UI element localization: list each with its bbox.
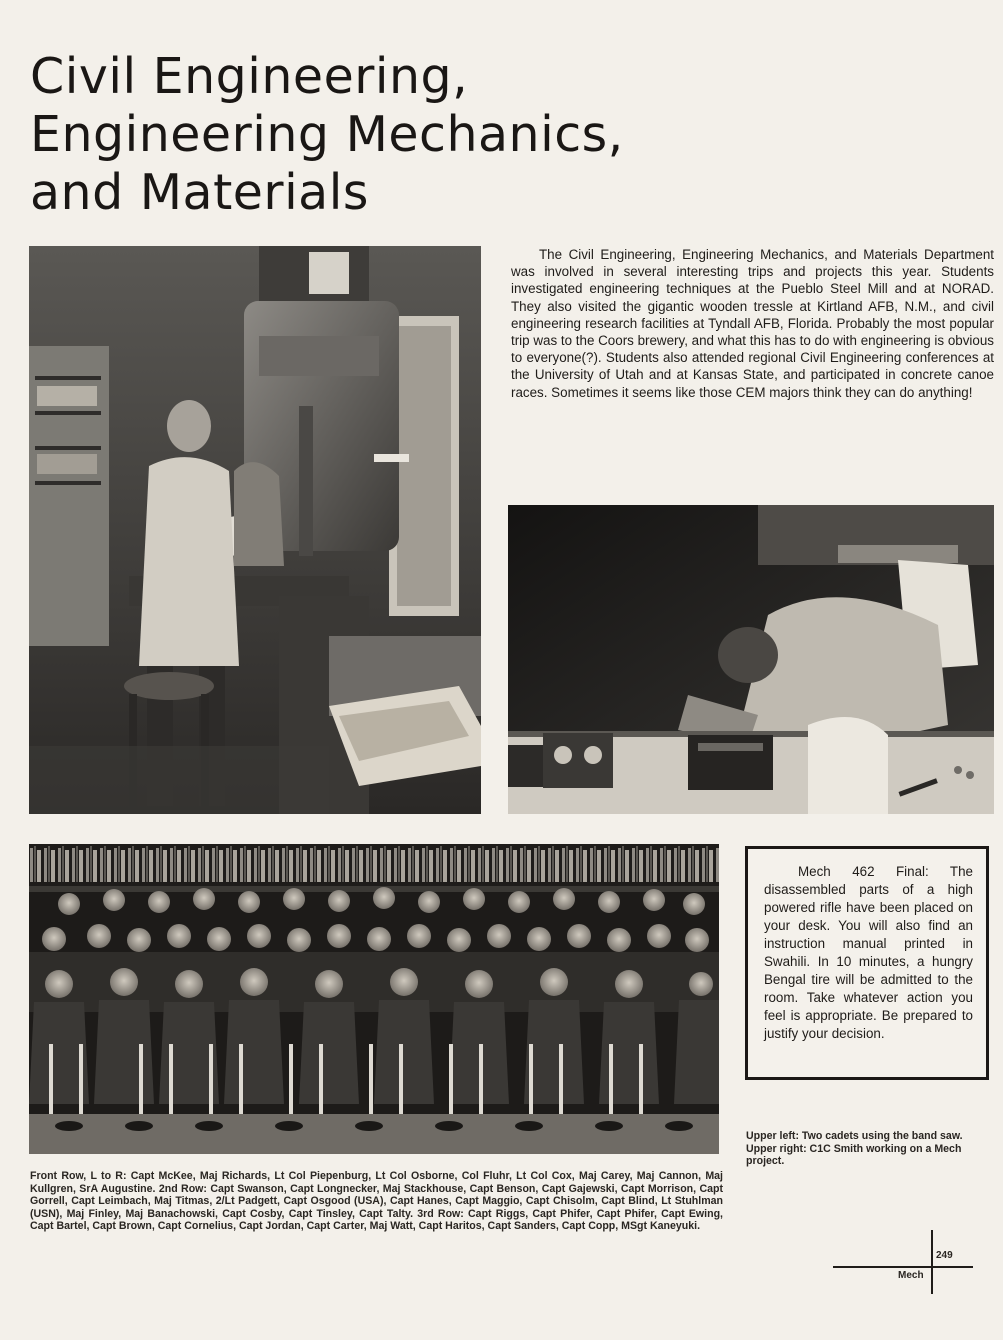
group-photo-caption: Front Row, L to R: Capt McKee, Maj Richards, Lt Col Piepenburg, Lt Col Osborne, Col Fluhr, Lt Col Cox, Maj Carey, Maj Cannon, Maj Kullgren, SrA Augustine. 2nd Row: Capt Swanson, Capt Longnecker, Maj Stackhouse, Capt Benson, Capt Gajewski, Capt Morrison, Capt Gorrell, Capt Leimbach, Maj Titmas, 2/Lt Padgett, Capt Osgood (USA), Capt Hanes, Capt Maggio, Capt Chisolm, Capt Blind, Lt Stuhlman (USN), Maj Finley, Maj Banachowski, Capt Cosby, Capt Tinsley, Capt Talty. 3rd Row: Capt Riggs, Capt Phifer, Capt Phifer, Capt Ewing, Capt Bartel, Capt Brown, Capt Cornelius, Capt Jordan, Capt Carter, Maj Watt, Capt Haritos, Capt Sanders, Capt Copp, MSgt Kaneyuki. xyxy=(30,1170,723,1232)
mech-project-photo xyxy=(508,505,994,814)
bandsaw-photo-image xyxy=(29,246,481,814)
page-title-line-2: Engineering Mechanics, xyxy=(30,106,624,163)
faculty-group-photo-image xyxy=(29,844,719,1154)
mech-462-final-box xyxy=(745,846,989,1080)
bandsaw-photo xyxy=(29,246,481,814)
page-title-line-1: Civil Engineering, xyxy=(30,48,469,105)
folio-horizontal-rule xyxy=(833,1266,973,1268)
page-title-line-3: and Materials xyxy=(30,164,369,221)
section-name: Mech xyxy=(898,1270,924,1281)
page-number: 249 xyxy=(936,1250,953,1261)
mech-462-final-text: Mech 462 Final: The disassembled parts of a high powered rifle have been placed on your desk. You will also find an instruction manual printed in Swahili. In 10 minutes, a hungry Bengal tire will be admitted to the room. Take whatever action you feel is appropriate. Be prepared to justify your decision. xyxy=(764,864,973,1041)
intro-paragraph: The Civil Engineering, Engineering Mechanics, and Materials Department was involved in several interesting trips and projects this year. Students investigated engineering techniques at the Pueblo Steel Mill and at NORAD. They also visited the gigantic wooden tressle at Kirtland AFB, N.M., and civil engineering research facilities at Tyndall AFB, Florida. Probably the most popular trip was to the Coors brewery, and what this has to do with engineering is obvious to everyone(?). Students also attended regional Civil Engineering conferences at the University of Utah and at Kansas State, and participated in concrete canoe races. Sometimes it seems like those CEM majors think they can do anything! xyxy=(511,247,994,400)
photo-caption: Upper left: Two cadets using the band saw. Upper right: C1C Smith working on a Mech project. xyxy=(746,1130,963,1168)
page-title xyxy=(30,48,750,222)
folio-vertical-rule xyxy=(931,1230,933,1294)
mech-project-photo-image xyxy=(508,505,994,814)
faculty-group-photo xyxy=(29,844,719,1154)
